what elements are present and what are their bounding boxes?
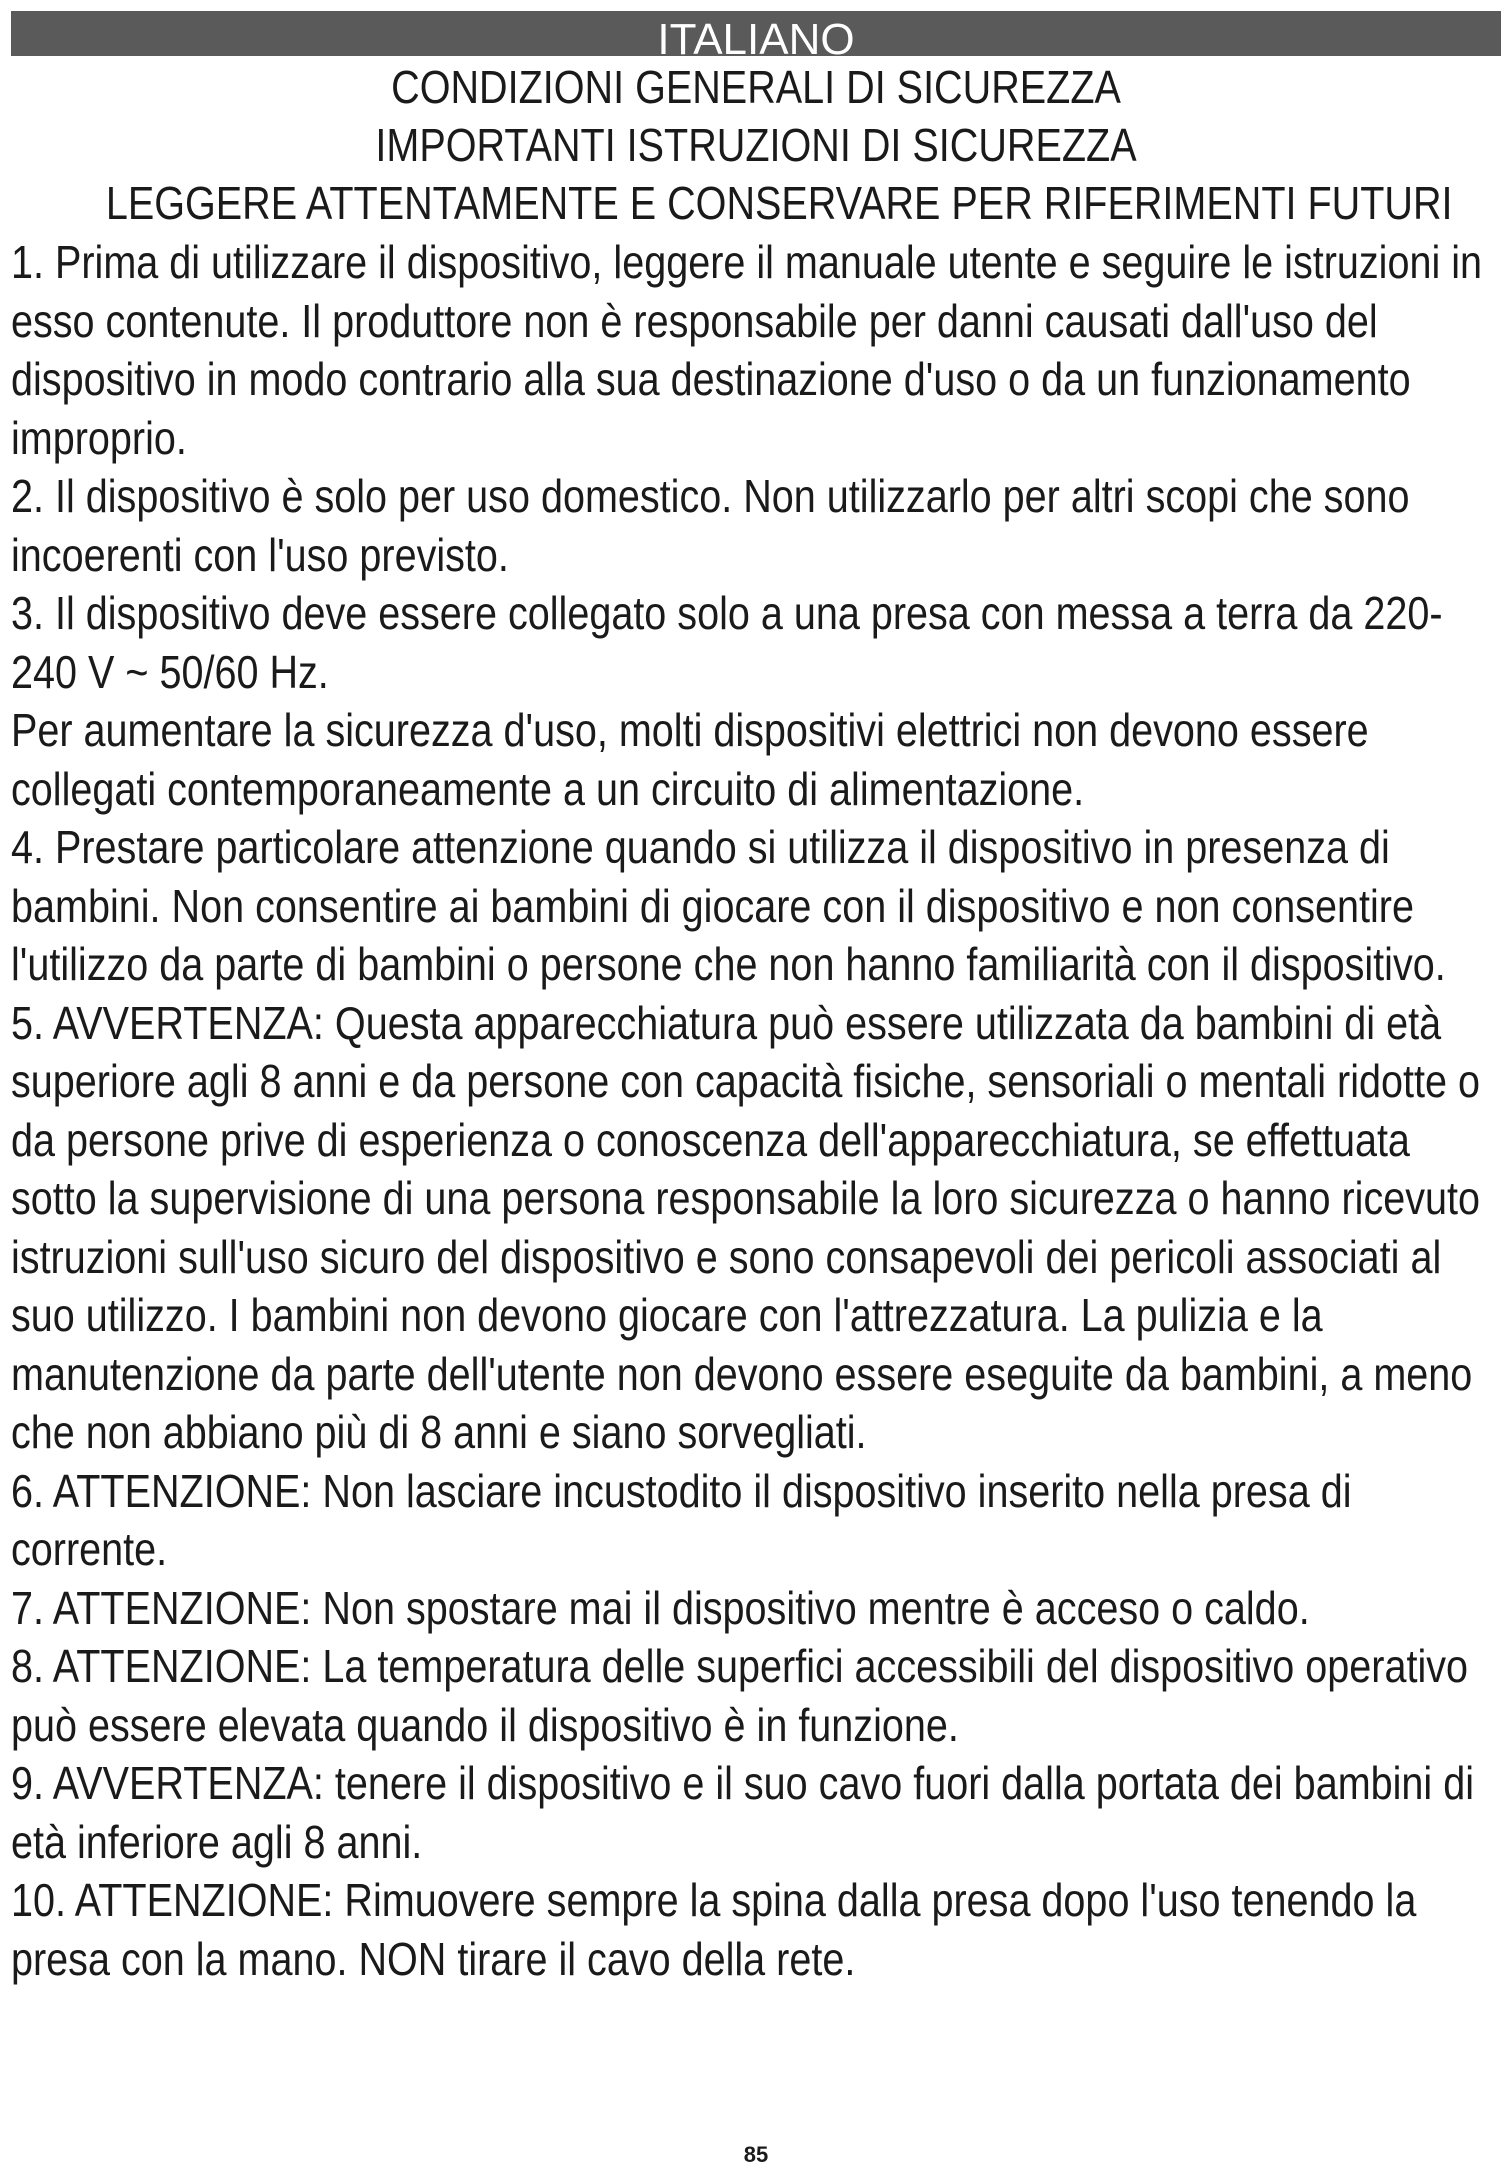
instruction-6: 6. ATTENZIONE: Non lasciare incustodito il dispositivo inserito nella presa di corrente. <box>11 1464 1352 1575</box>
instruction-10: 10. ATTENZIONE: Rimuovere sempre la spina dalla presa dopo l'uso tenendo la presa con la mano. NON tirare il cavo della rete. <box>11 1874 1417 1985</box>
section-subtitle: IMPORTANTI ISTRUZIONI DI SICUREZZA <box>375 119 1137 171</box>
language-header-bar <box>11 11 1501 56</box>
instruction-5-warning: 5. AVVERTENZA: Questa apparecchiatura può essere utilizzata da bambini di età superiore agli 8 anni e da persone con capacità fisiche, sensoriali o mentali ridotte o da persone prive di esperienza o conoscenza dell'apparecchiatura, se effettuata sotto la supervisione di una persona responsabile la loro sicurezza o hanno ricevuto istruzioni sull'uso sicuro del dispositivo e sono consapevoli dei pericoli associati al suo utilizzo. I bambini non devono giocare con l'attrezzatura. La pulizia e la manutenzione da parte dell'utente non devono essere eseguite da bambini, a meno che non abbiano più di 8 anni e siano sorvegliati. <box>11 996 1481 1458</box>
safety-headings <box>105 58 1453 232</box>
instruction-7: 7. ATTENZIONE: Non spostare mai il dispositivo mentre è acceso o caldo. <box>11 1581 1310 1634</box>
safety-instructions <box>11 233 1490 1988</box>
instruction-3: 3. Il dispositivo deve essere collegato solo a una presa con messa a terra da 220-240 V ~ 50/60 Hz. <box>11 587 1443 698</box>
instruction-2: 2. Il dispositivo è solo per uso domestico. Non utilizzarlo per altri scopi che sono incoerenti con l'uso previsto. <box>11 470 1410 581</box>
instruction-4: 4. Prestare particolare attenzione quando si utilizza il dispositivo in presenza di bambini. Non consentire ai bambini di giocare con il dispositivo e non consentire l'utilizzo da parte di bambini o persone che non hanno familiarità con il dispositivo. <box>11 821 1446 990</box>
instruction-1: 1. Prima di utilizzare il dispositivo, leggere il manuale utente e seguire le istruzioni in esso contenute. Il produttore non è responsabile per danni causati dall'uso del dispositivo in modo contrario alla sua destinazione d'uso o da un funzionamento improprio. <box>11 236 1483 464</box>
instruction-3-note: Per aumentare la sicurezza d'uso, molti dispositivi elettrici non devono essere collegati contemporaneamente a un circuito di alimentazione. <box>11 704 1369 815</box>
section-title: CONDIZIONI GENERALI DI SICUREZZA <box>391 61 1121 113</box>
language-label: ITALIANO <box>657 15 855 56</box>
instruction-8: 8. ATTENZIONE: La temperatura delle superfici accessibili del dispositivo operativo può essere elevata quando il dispositivo è in funzione. <box>11 1640 1469 1751</box>
instruction-9-warning: 9. AVVERTENZA: tenere il dispositivo e il suo cavo fuori dalla portata dei bambini di età inferiore agli 8 anni. <box>11 1757 1475 1868</box>
read-carefully-notice: LEGGERE ATTENTAMENTE E CONSERVARE PER RIFERIMENTI FUTURI <box>105 177 1453 229</box>
page-number: 85 <box>743 2142 769 2167</box>
